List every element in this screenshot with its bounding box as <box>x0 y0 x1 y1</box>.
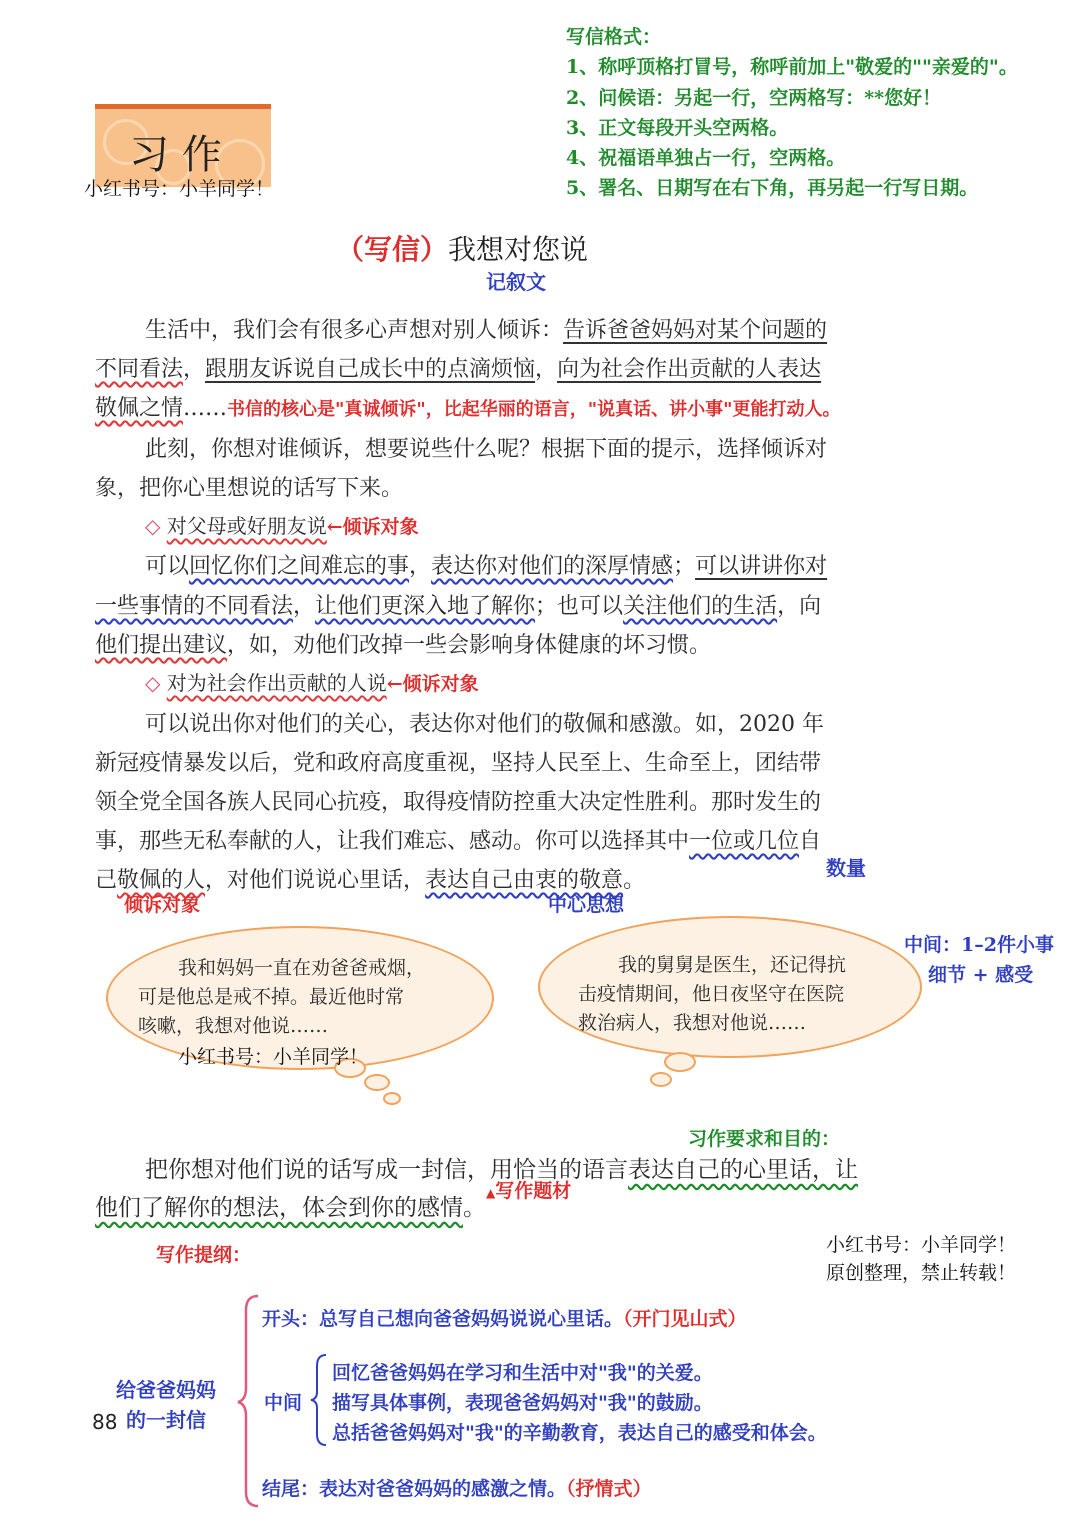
bubble-left-line: 咳嗽，我想对他说…… <box>138 1015 329 1037</box>
target-note: 倾诉对象 <box>124 894 201 916</box>
page-title <box>336 228 588 268</box>
text: 表达自己由衷的敬意 <box>425 868 624 893</box>
bubble-dot <box>383 1092 401 1105</box>
para1-line1 <box>145 313 827 344</box>
outline-middle-label: 中间 <box>264 1392 303 1414</box>
text: ，对他们说说心里话， <box>205 868 426 893</box>
para3-line1 <box>145 549 827 580</box>
option-2 <box>145 667 479 696</box>
format-rule: 1、称呼顶格打冒号，称呼前加上"敬爱的""亲爱的"。 <box>566 56 1018 78</box>
bubble-dot <box>364 1074 390 1091</box>
text: 开头：总写自己想向爸爸妈妈说说心里话。 <box>262 1308 624 1330</box>
count-note: 数量 <box>826 856 866 880</box>
page-number: 88 <box>92 1410 118 1434</box>
outline-opening <box>262 1304 747 1331</box>
bubble-dot <box>664 1052 696 1072</box>
para2-line1: 此刻，你想对谁倾诉，想要说些什么呢？根据下面的提示，选择倾诉对 <box>145 437 828 462</box>
text: 。 <box>623 868 646 893</box>
bubble-right-line: 我的舅舅是医生，还记得抗 <box>618 954 847 976</box>
bubble-dot <box>650 1072 672 1087</box>
text: 对父母或好朋友说 <box>166 514 327 538</box>
text: ←倾诉对象 <box>326 516 419 538</box>
text: 事，那些无私奉献的人，让我们难忘、感动。你可以选择其中 <box>95 829 690 854</box>
format-rule: 2、问候语：另起一行，空两格写：**您好！ <box>566 87 942 109</box>
text: 可以 <box>145 554 190 579</box>
text: 关注他们的生活 <box>623 594 778 619</box>
text: 对为社会作出贡献的人说 <box>166 671 387 695</box>
theme-note: 中心思想 <box>548 894 625 916</box>
outline-ending <box>262 1474 652 1501</box>
core-note: 书信的核心是"真诚倾诉"，比起华丽的语言，"说真话、讲小事"更能打动人。 <box>227 399 841 420</box>
outline-middle-item: 总括爸爸妈妈对"我"的辛勤教育，表达自己的感受和体会。 <box>332 1422 827 1444</box>
para2-line2: 象，把你心里想说的话写下来。 <box>95 476 404 501</box>
bubble-left-line: 可是他总是戒不掉。最近他时常 <box>138 986 405 1008</box>
text: 写作题材 <box>495 1180 572 1202</box>
text: ，如，劝他们改掉一些会影响身体健康的坏习惯。 <box>227 633 712 658</box>
option-1 <box>145 510 419 539</box>
text: 把你想对他们说的话写成一封信，用恰当的语言 <box>145 1157 628 1183</box>
text: 表达自己的心里话，让 <box>628 1157 858 1183</box>
text: 可以讲讲你对 <box>695 554 828 579</box>
title-text: 我想对您说 <box>448 233 589 266</box>
text: （开门见山式） <box>623 1308 747 1330</box>
middle-note-detail: 细节 + 感受 <box>928 964 1034 986</box>
text: 己 <box>95 868 118 893</box>
text: 他们了解你的想法，体会到你的感情 <box>95 1195 463 1221</box>
genre-label: 记叙文 <box>486 270 546 294</box>
text: 跟朋友诉说自己成长中的点滴烦恼 <box>205 357 536 382</box>
text: 一些事情的不同看法 <box>95 594 294 619</box>
text: 回忆你们之间难忘的事 <box>189 554 410 579</box>
text: 表达你对他们的深厚情感 <box>431 554 674 579</box>
copyright-line1: 小红书号：小羊同学！ <box>826 1234 1017 1256</box>
arrow-up-icon: ▲ <box>486 1186 496 1200</box>
text: 告诉爸爸妈妈对某个问题的 <box>563 318 828 343</box>
text: 让他们更深入地了解你 <box>315 594 536 619</box>
outline-root: 的一封信 <box>126 1408 206 1432</box>
bubble-right-line: 击疫情期间，他日夜坚守在医院 <box>578 983 845 1005</box>
format-rule: 3、正文每段开头空两格。 <box>566 117 789 139</box>
text: 。 <box>463 1195 486 1221</box>
text: ， <box>293 594 316 619</box>
text: ， <box>183 357 206 382</box>
para1-line2 <box>95 352 821 383</box>
text: ←倾诉对象 <box>386 673 479 695</box>
copyright-line2: 原创整理，禁止转载！ <box>826 1262 1017 1284</box>
outline-middle-item: 回忆爸爸妈妈在学习和生活中对"我"的关爱。 <box>332 1362 713 1384</box>
diamond-icon: ◇ <box>145 671 161 695</box>
material-note <box>486 1176 571 1203</box>
watermark: 小红书号：小羊同学！ <box>178 1046 369 1068</box>
format-rule: 5、署名、日期写在右下角，再另起一行写日期。 <box>566 177 979 199</box>
para1-line3 <box>95 391 841 422</box>
para4-line2: 新冠疫情暴发以后，党和政府高度重视，坚持人民至上、生命至上，团结带 <box>95 751 822 776</box>
text: 自 <box>799 829 822 854</box>
text: 一位或几位 <box>689 829 800 854</box>
format-title: 写信格式： <box>566 26 662 48</box>
middle-brace <box>308 1352 330 1448</box>
text: 生活中，我们会有很多心声想对别人倾诉： <box>145 318 564 343</box>
text: …… <box>183 396 228 421</box>
outline-title: 写作提纲： <box>156 1244 252 1266</box>
format-rule: 4、祝福语单独占一行，空两格。 <box>566 147 846 169</box>
title-tag: （写信） <box>336 233 449 266</box>
diamond-icon: ◇ <box>145 514 161 538</box>
para5-line2 <box>95 1189 486 1222</box>
banner-title: 习 作 <box>129 132 222 178</box>
text: 敬佩的人 <box>117 868 206 893</box>
para3-line2 <box>95 589 821 620</box>
para4-line3: 领全党全国各族人民同心抗疫，取得疫情防控重大决定性胜利。那时发生的 <box>95 790 822 815</box>
text: ； <box>673 554 696 579</box>
text: ， <box>535 357 558 382</box>
text: 向为社会作出贡献的人表达 <box>557 357 822 382</box>
outline-middle-item: 描写具体事例，表现爸爸妈妈对"我"的鼓励。 <box>332 1392 713 1414</box>
text: 敬佩之情 <box>95 396 184 421</box>
text: 他们提出建议 <box>95 633 228 658</box>
text: ，向 <box>777 594 822 619</box>
bubble-left-line: 我和妈妈一直在劝爸爸戒烟， <box>178 957 426 979</box>
middle-note: 中间：1–2件小事 <box>904 934 1054 956</box>
para4-line4 <box>95 824 821 855</box>
para3-line3 <box>95 628 711 659</box>
text: ；也可以 <box>535 594 624 619</box>
text: 结尾：表达对爸爸妈妈的感激之情。 <box>262 1478 567 1500</box>
text: ， <box>409 554 432 579</box>
outline-root: 给爸爸妈妈 <box>116 1378 216 1402</box>
bubble-right-line: 救治病人，我想对他说…… <box>578 1012 807 1034</box>
purpose-note: 习作要求和目的： <box>688 1128 841 1150</box>
text: 不同看法 <box>95 357 184 382</box>
watermark: 小红书号：小羊同学！ <box>84 178 275 200</box>
text: （抒情式） <box>566 1478 652 1500</box>
para4-line1: 可以说出你对他们的关心，表达你对他们的敬佩和感激。如，2020 年 <box>145 712 824 737</box>
